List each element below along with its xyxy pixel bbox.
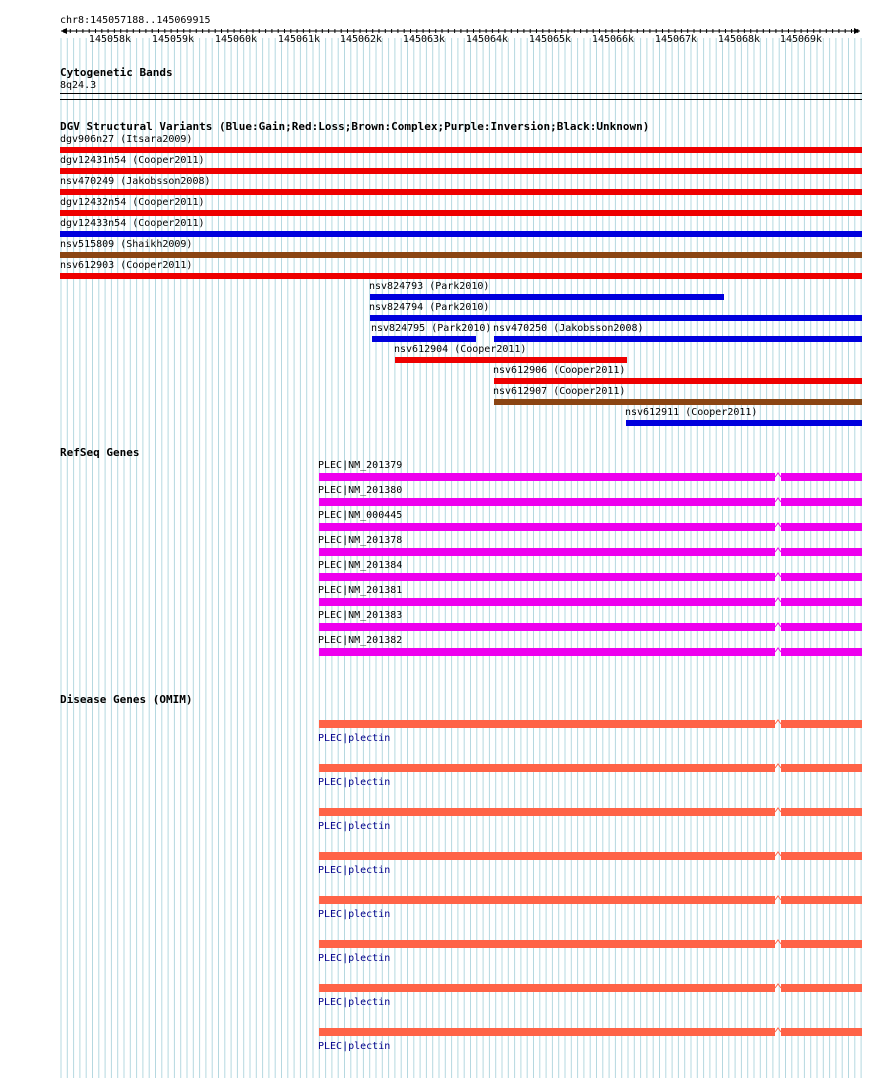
refseq-gene-label[interactable]: PLEC|NM_000445 (318, 510, 403, 521)
ruler-tick-label: 145061k (277, 34, 321, 45)
omim-gene-link[interactable]: PLEC|plectin (318, 953, 391, 964)
omim-gene-model[interactable] (319, 895, 864, 905)
dgv-variant-label[interactable]: dgv12432n54 (Cooper2011) (60, 197, 205, 208)
refseq-gene-label[interactable]: PLEC|NM_201384 (318, 560, 403, 571)
refseq-gene-model[interactable] (319, 547, 864, 557)
refseq-gene-label[interactable]: PLEC|NM_201383 (318, 610, 403, 621)
ruler-tick-label: 145059k (151, 34, 195, 45)
ruler-tick-label: 145067k (654, 34, 698, 45)
omim-gene-model[interactable] (319, 851, 864, 861)
refseq-gene-model[interactable] (319, 497, 864, 507)
dgv-variant-bar[interactable] (494, 336, 862, 342)
refseq-gene-label[interactable]: PLEC|NM_201382 (318, 635, 403, 646)
refseq-gene-model[interactable] (319, 597, 864, 607)
ruler-right-arrow-icon (854, 28, 860, 34)
dgv-variant-bar[interactable] (395, 357, 627, 363)
refseq-gene-label[interactable]: PLEC|NM_201380 (318, 485, 403, 496)
dgv-variant-label[interactable]: nsv470249 (Jakobsson2008) (60, 176, 211, 187)
dgv-variant-bar[interactable] (60, 210, 862, 216)
dgv-track-title: DGV Structural Variants (Blue:Gain;Red:Loss;Brown:Complex;Purple:Inversion;Black:Unknown) (60, 120, 650, 133)
dgv-variant-label[interactable]: nsv824795 (Park2010) (371, 323, 492, 334)
omim-gene-link[interactable]: PLEC|plectin (318, 909, 391, 920)
dgv-variant-label[interactable]: nsv612907 (Cooper2011) (493, 386, 626, 397)
dgv-variant-label[interactable]: dgv12433n54 (Cooper2011) (60, 218, 205, 229)
dgv-variant-label[interactable]: dgv906n27 (Itsara2009) (60, 134, 193, 145)
dgv-variant-label[interactable]: dgv12431n54 (Cooper2011) (60, 155, 205, 166)
refseq-gene-label[interactable]: PLEC|NM_201381 (318, 585, 403, 596)
omim-gene-model[interactable] (319, 807, 864, 817)
dgv-variant-bar[interactable] (372, 336, 476, 342)
omim-gene-link[interactable]: PLEC|plectin (318, 1041, 391, 1052)
dgv-variant-label[interactable]: nsv470250 (Jakobsson2008) (493, 323, 644, 334)
refseq-track-title: RefSeq Genes (60, 446, 140, 459)
ruler-tick-label: 145069k (779, 34, 823, 45)
dgv-variant-bar[interactable] (626, 420, 862, 426)
dgv-variant-bar[interactable] (494, 399, 862, 405)
omim-gene-link[interactable]: PLEC|plectin (318, 997, 391, 1008)
refseq-gene-model[interactable] (319, 622, 864, 632)
dgv-variant-bar[interactable] (60, 273, 862, 279)
dgv-variant-bar[interactable] (370, 315, 862, 321)
dgv-variant-bar[interactable] (60, 168, 862, 174)
dgv-variant-label[interactable]: nsv824793 (Park2010) (369, 281, 490, 292)
ruler-tick-label: 145068k (717, 34, 761, 45)
omim-gene-model[interactable] (319, 719, 864, 729)
ruler (0, 0, 890, 60)
dgv-variant-bar[interactable] (60, 252, 862, 258)
dgv-variant-bar[interactable] (60, 231, 862, 237)
omim-gene-link[interactable]: PLEC|plectin (318, 821, 391, 832)
dgv-variant-label[interactable]: nsv612911 (Cooper2011) (625, 407, 758, 418)
refseq-gene-label[interactable]: PLEC|NM_201379 (318, 460, 403, 471)
refseq-gene-model[interactable] (319, 647, 864, 657)
dgv-variant-label[interactable]: nsv612906 (Cooper2011) (493, 365, 626, 376)
refseq-gene-label[interactable]: PLEC|NM_201378 (318, 535, 403, 546)
omim-gene-model[interactable] (319, 939, 864, 949)
omim-track-title: Disease Genes (OMIM) (60, 693, 193, 706)
cytoband-label: 8q24.3 (60, 80, 97, 91)
ruler-tick-label: 145058k (88, 34, 132, 45)
refseq-gene-model[interactable] (319, 472, 864, 482)
cytoband-track-title: Cytogenetic Bands (60, 66, 173, 79)
dgv-variant-label[interactable]: nsv612903 (Cooper2011) (60, 260, 193, 271)
dgv-variant-label[interactable]: nsv515809 (Shaikh2009) (60, 239, 193, 250)
omim-gene-link[interactable]: PLEC|plectin (318, 777, 391, 788)
refseq-gene-model[interactable] (319, 572, 864, 582)
ruler-tick-label: 145062k (339, 34, 383, 45)
ruler-tick-label: 145065k (528, 34, 572, 45)
dgv-variant-bar[interactable] (60, 189, 862, 195)
dgv-variant-bar[interactable] (370, 294, 724, 300)
ruler-tick-label: 145064k (465, 34, 509, 45)
ruler-tick-label: 145066k (591, 34, 635, 45)
ruler-tick-label: 145060k (214, 34, 258, 45)
omim-gene-link[interactable]: PLEC|plectin (318, 733, 391, 744)
dgv-variant-bar[interactable] (60, 147, 862, 153)
ruler-tick-label: 145063k (402, 34, 446, 45)
cytoband-bar[interactable] (60, 93, 862, 100)
dgv-variant-label[interactable]: nsv824794 (Park2010) (369, 302, 490, 313)
dgv-variant-bar[interactable] (494, 378, 862, 384)
omim-gene-model[interactable] (319, 1027, 864, 1037)
omim-gene-model[interactable] (319, 983, 864, 993)
coordinate-label: chr8:145057188..145069915 (60, 15, 211, 26)
refseq-gene-model[interactable] (319, 522, 864, 532)
omim-gene-link[interactable]: PLEC|plectin (318, 865, 391, 876)
omim-gene-model[interactable] (319, 763, 864, 773)
dgv-variant-label[interactable]: nsv612904 (Cooper2011) (394, 344, 527, 355)
